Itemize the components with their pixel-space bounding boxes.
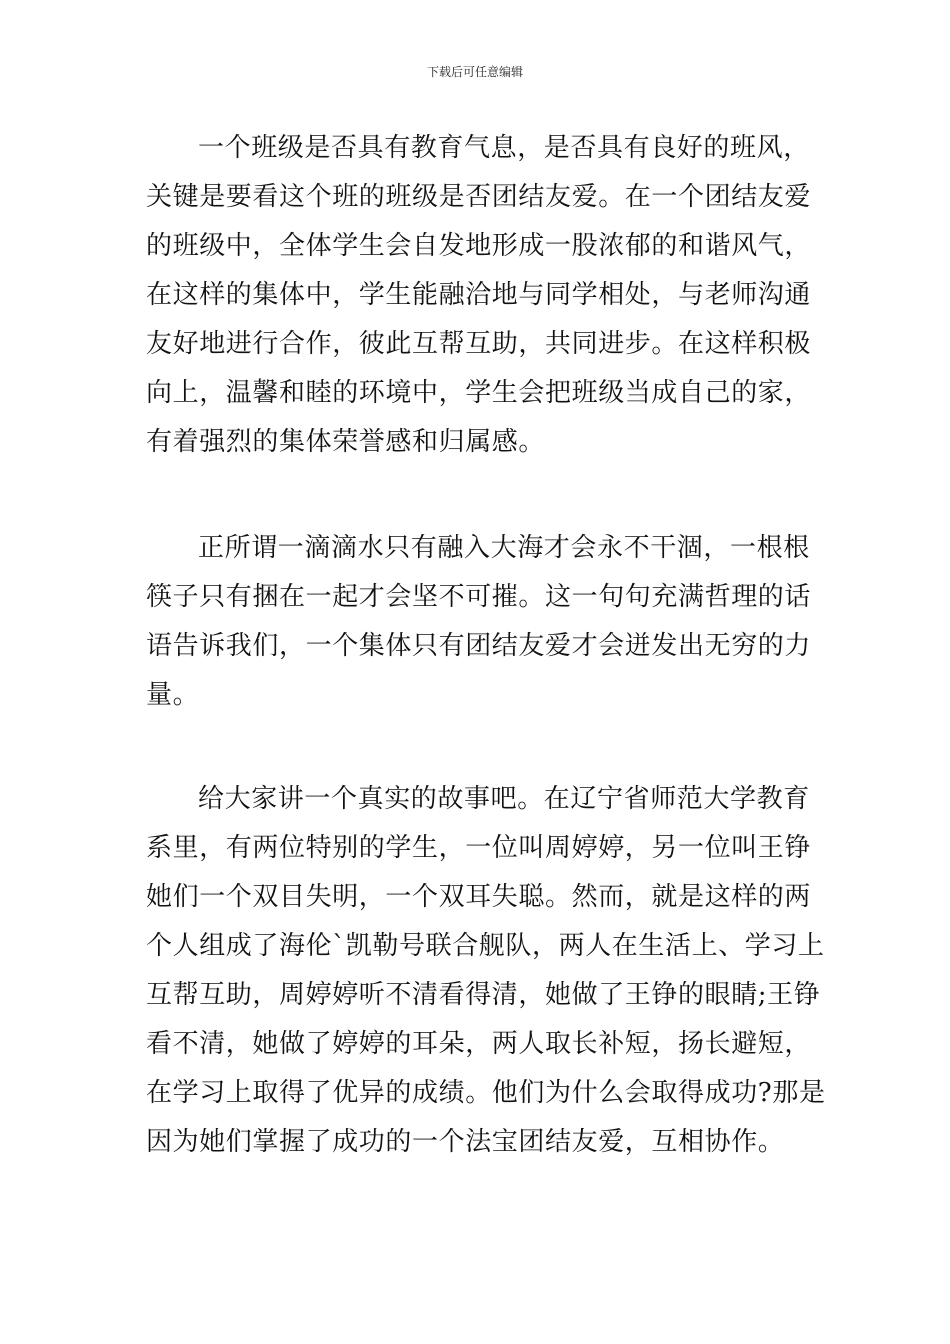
paragraph-line: 互帮互助，周婷婷听不清看得清，她做了王铮的眼睛;王铮 <box>146 980 821 1010</box>
paragraph-2 <box>146 524 811 720</box>
header-note: 下载后可任意编辑 <box>426 65 523 79</box>
paragraph-line: 向上，温馨和睦的环境中，学生会把班级当成自己的家， <box>146 378 812 408</box>
paragraph-line: 语告诉我们，一个集体只有团结友爱才会迸发出无穷的力 <box>146 631 812 661</box>
paragraph-3 <box>146 775 826 1167</box>
paragraph-line: 关键是要看这个班的班级是否团结友爱。在一个团结友爱 <box>146 182 812 212</box>
paragraph-line: 在这样的集体中，学生能融洽地与同学相处，与老师沟通 <box>146 280 812 310</box>
paragraph-line: 筷子只有捆在一起才会坚不可摧。这一句句充满哲理的话 <box>146 582 812 612</box>
paragraph-line: 看不清，她做了婷婷的耳朵，两人取长补短，扬长避短， <box>146 1029 812 1059</box>
paragraph-line: 有着强烈的集体荣誉感和归属感。 <box>146 427 546 457</box>
paragraph-line: 给大家讲一个真实的故事吧。在辽宁省师范大学教育 <box>198 784 810 814</box>
paragraph-line: 友好地进行合作，彼此互帮互助，共同进步。在这样积极 <box>146 329 812 359</box>
paragraph-line: 量。 <box>146 680 200 710</box>
paragraph-line: 她们一个双目失明，一个双耳失聪。然而，就是这样的两 <box>146 882 812 912</box>
paragraph-line: 个人组成了海伦`凯勒号联合舰队，两人在生活上、学习上 <box>146 931 825 961</box>
paragraph-line: 一个班级是否具有教育气息，是否具有良好的班风， <box>198 133 810 163</box>
paragraph-line: 因为她们掌握了成功的一个法宝团结友爱，互相协作。 <box>146 1127 785 1157</box>
paragraph-1 <box>146 124 811 467</box>
paragraph-line: 正所谓一滴滴水只有融入大海才会永不干涸，一根根 <box>198 533 810 563</box>
paragraph-line: 的班级中，全体学生会自发地形成一股浓郁的和谐风气， <box>146 231 812 261</box>
paragraph-line: 系里，有两位特别的学生，一位叫周婷婷，另一位叫王铮 <box>146 833 812 863</box>
paragraph-line: 在学习上取得了优异的成绩。他们为什么会取得成功?那是 <box>146 1078 826 1108</box>
